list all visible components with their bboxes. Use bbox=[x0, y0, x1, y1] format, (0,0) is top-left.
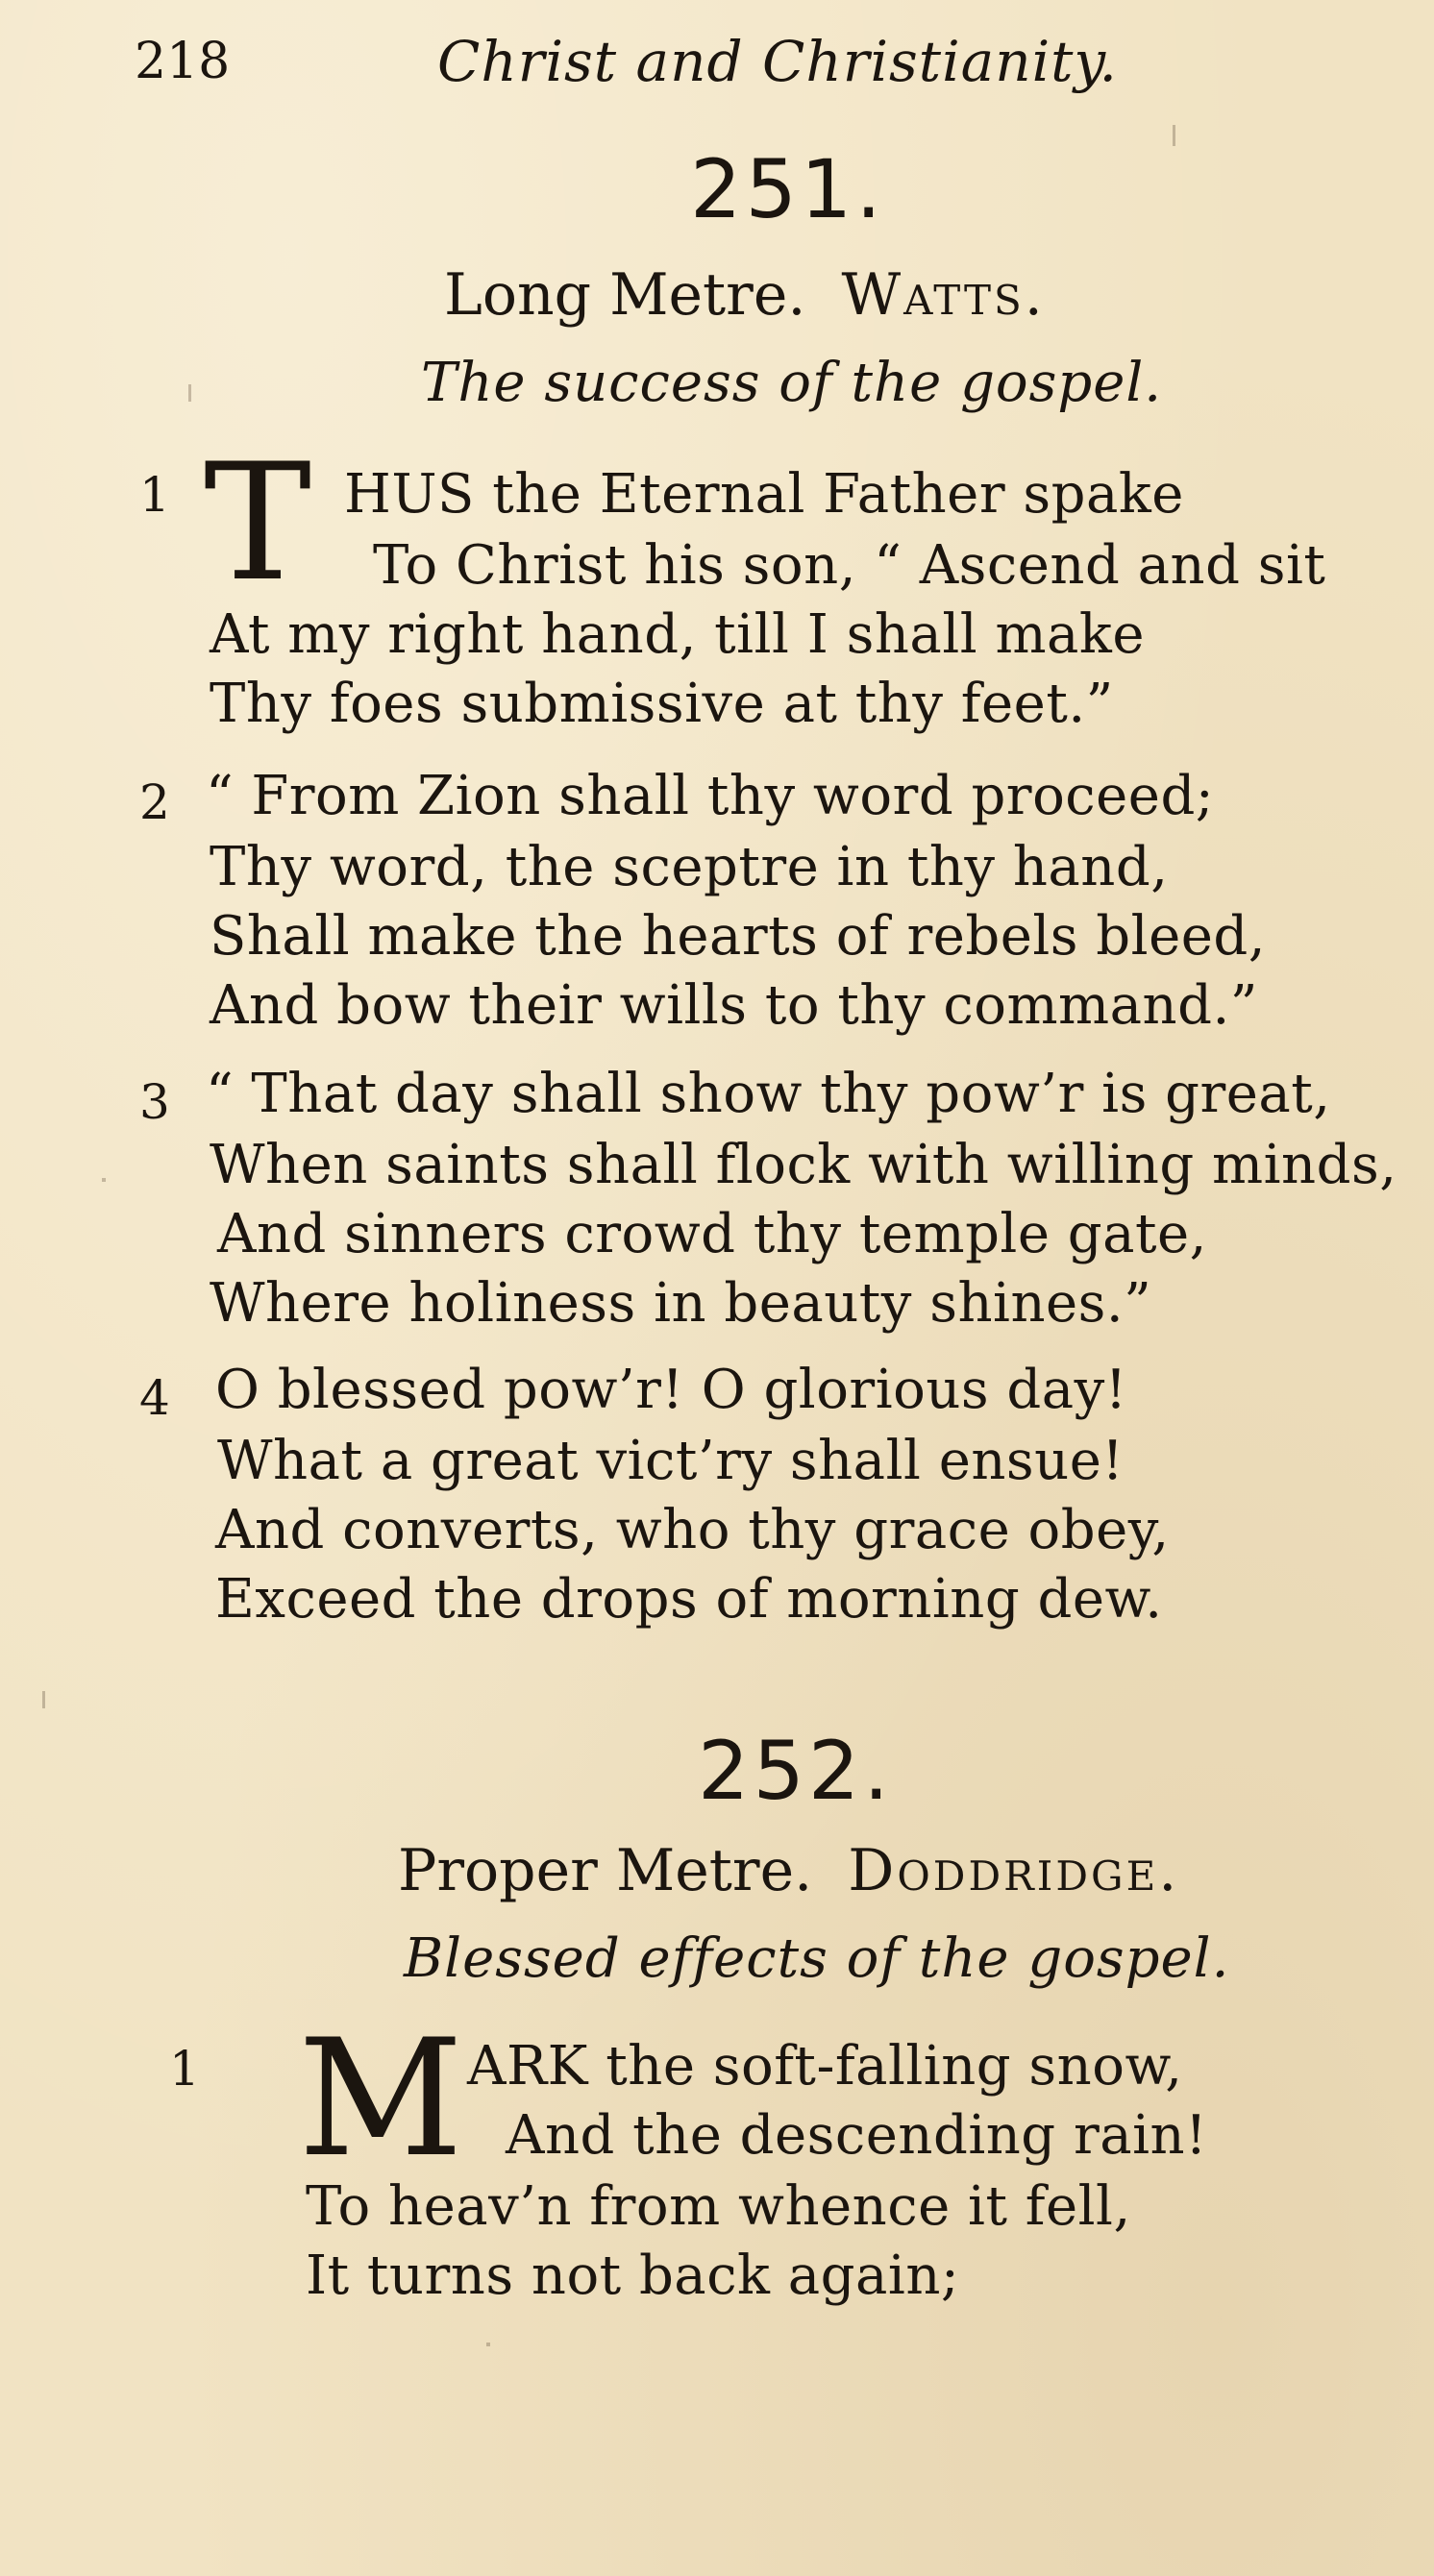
hymn-number: 252. bbox=[698, 1724, 894, 1818]
meter-label: Proper Metre. bbox=[398, 1837, 813, 1904]
stanza-number: 3 bbox=[139, 1074, 170, 1130]
verse-line: And the descending rain! bbox=[506, 2104, 1208, 2167]
verse-line: “ That day shall show thy pow’r is great, bbox=[206, 1063, 1331, 1125]
hymn-subject: Blessed effects of the gospel. bbox=[404, 1927, 1230, 1990]
verse-line: Thy word, the sceptre in thy hand, bbox=[210, 836, 1169, 898]
verse-line: Exceed the drops of morning dew. bbox=[215, 1568, 1163, 1631]
hymn-number: 251. bbox=[690, 142, 886, 236]
page-number: 218 bbox=[135, 33, 231, 90]
verse-line: “ From Zion shall thy word proceed; bbox=[206, 765, 1215, 827]
verse-line: To Christ his son, “ Ascend and sit bbox=[373, 534, 1326, 597]
verse-line: And converts, who thy grace obey, bbox=[215, 1499, 1170, 1561]
stanza-number: 1 bbox=[139, 467, 170, 523]
verse-line: O blessed pow’r! O glorious day! bbox=[215, 1359, 1127, 1421]
verse-line: Shall make the hearts of rebels bleed, bbox=[210, 905, 1266, 968]
verse-line: At my right hand, till I shall make bbox=[210, 603, 1145, 666]
verse-line: When saints shall flock with willing minds, bbox=[210, 1134, 1397, 1196]
verse-line: To heav’n from whence it fell, bbox=[306, 2175, 1131, 2238]
paper-speck bbox=[486, 2343, 490, 2346]
verse-line: HUS the Eternal Father spake bbox=[344, 463, 1184, 526]
verse-line: Where holiness in beauty shines.” bbox=[210, 1272, 1152, 1335]
verse-line: What a great vict’ry shall ensue! bbox=[217, 1430, 1125, 1492]
verse-line: It turns not back again; bbox=[306, 2245, 960, 2307]
paper-speck bbox=[102, 1178, 106, 1182]
stanza-number: 4 bbox=[139, 1370, 170, 1426]
paper-speck bbox=[188, 384, 191, 402]
meter-heading bbox=[444, 261, 1046, 329]
stanza-number: 1 bbox=[169, 2041, 200, 2097]
author-name: Doddridge. bbox=[848, 1837, 1180, 1904]
paper-speck bbox=[42, 1691, 45, 1708]
running-title: Christ and Christianity. bbox=[437, 29, 1118, 94]
verse-line: And sinners crowd thy temple gate, bbox=[217, 1203, 1207, 1265]
drop-cap: T bbox=[204, 429, 312, 617]
meter-label: Long Metre. bbox=[444, 261, 806, 329]
verse-line: ARK the soft-falling snow, bbox=[467, 2035, 1183, 2098]
verse-line: Thy foes submissive at thy feet.” bbox=[210, 673, 1114, 735]
meter-heading bbox=[398, 1837, 1179, 1904]
paper-speck bbox=[1173, 125, 1175, 146]
verse-line: And bow their wills to thy command.” bbox=[210, 974, 1258, 1037]
hymn-subject: The success of the gospel. bbox=[421, 352, 1163, 414]
drop-cap: M bbox=[298, 2004, 464, 2193]
author-name: Watts. bbox=[841, 261, 1046, 329]
stanza-number: 2 bbox=[139, 774, 170, 830]
